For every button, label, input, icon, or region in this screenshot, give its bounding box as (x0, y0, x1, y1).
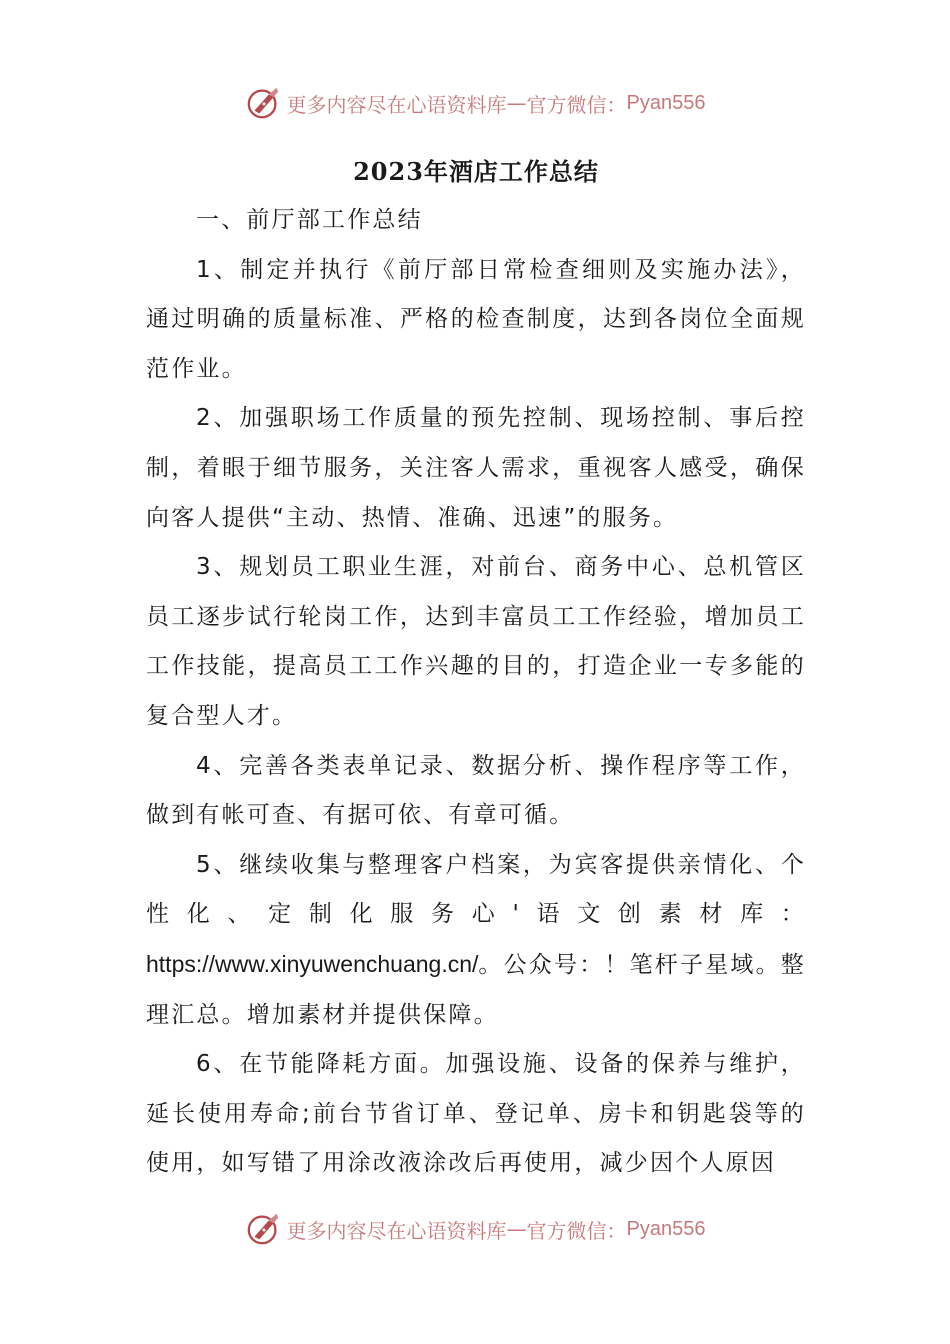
banner-separator: — (506, 91, 527, 115)
paragraph-3: 3、规划员工职业生涯，对前台、商务中心、总机管区员工逐步试行轮岗工作，达到丰富员工工作经验，增加员工工作技能，提高员工工作兴趣的目的，打造企业一专多能的复合型人才。 (146, 554, 806, 729)
paragraph-4: 4、完善各类表单记录、数据分析、操作程序等工作，做到有帐可查、有据可依、有章可循。 (146, 752, 806, 829)
paragraph-2: 2、加强职场工作质量的预先控制、现场控制、事后控制，着眼于细节服务，关注客人需求，重视客人感受，确保向客人提供“主动、热情、准确、迅速”的服务。 (146, 405, 806, 531)
footer-banner (0, 1206, 950, 1252)
paragraph-1: 1、制定并执行《前厅部日常检查细则及实施办法》，通过明确的质量标准、严格的检查制度，达到各岗位全面规范作业。 (146, 256, 806, 382)
paragraph-5 (146, 841, 806, 1040)
paragraph-5-url: https://www.xinyuwenchuang.cn/ (146, 950, 479, 977)
banner-main-text: 更多内容尽在心语资料库 (286, 92, 507, 117)
document-title: 2023年酒店工作总结 (353, 157, 599, 186)
banner-label: 官方微信： (526, 92, 627, 117)
banner-main-text: 更多内容尽在心语资料库 (286, 1218, 507, 1243)
paragraph-5-lead: 5、继续收集与整理客户档案，为宾客提供亲情化、个性化、定制化服务心'语文创素材库： (146, 851, 806, 928)
pen-nib-logo-icon (245, 84, 283, 122)
document-body (146, 148, 806, 1189)
pen-nib-logo-icon (245, 1210, 283, 1248)
banner-label: 官方微信： (526, 1218, 627, 1243)
banner-separator: — (506, 1217, 527, 1241)
banner-account: Pyan556 (626, 1217, 706, 1240)
banner-account: Pyan556 (626, 91, 706, 114)
section-heading: 一、前厅部工作总结 (196, 207, 423, 233)
paragraph-6: 6、在节能降耗方面。加强设施、设备的保养与维护，延长使用寿命;前台节省订单、登记单、房卡和钥匙袋等的使用，如写错了用涂改液涂改后再使用，减少因个人原因 (146, 1051, 806, 1177)
header-banner (0, 80, 950, 126)
paragraph-5-tail: 。公众号：！笔杆子星域。整理汇总。增加素材并提供保障。 (146, 951, 807, 1028)
